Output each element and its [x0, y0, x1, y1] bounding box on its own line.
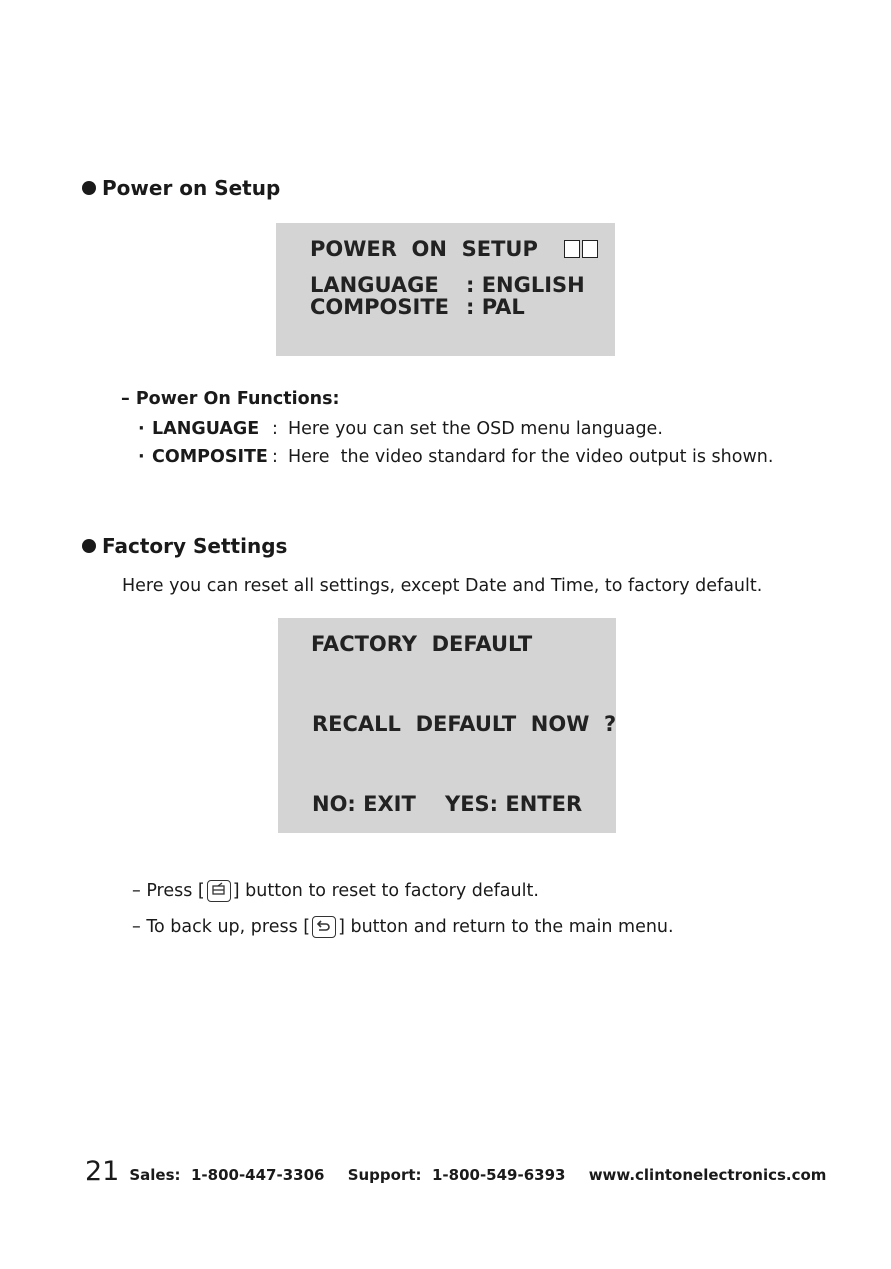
function-key: LANGUAGE: [152, 419, 260, 439]
osd-squares-icon: [562, 240, 598, 258]
bullet-icon: [82, 539, 96, 553]
enter-icon: [207, 880, 231, 902]
function-sep: :: [272, 419, 278, 439]
factory-osd-screen: [278, 618, 616, 833]
instruction-reset: – Press [ ] button to reset to factory default.: [132, 881, 539, 901]
osd-language-value: : ENGLISH: [466, 273, 585, 297]
osd-language-label: LANGUAGE: [310, 273, 439, 297]
function-item-language: · LANGUAGE : Here you can set the OSD menu language.: [138, 419, 663, 439]
factory-intro: Here you can reset all settings, except Date and Time, to factory default.: [122, 576, 763, 596]
osd-title: POWER ON SETUP: [310, 237, 538, 261]
function-item-composite: · COMPOSITE : Here the video standard for the video output is shown.: [138, 447, 774, 467]
instruction-back: – To back up, press [ ] button and return to the main menu.: [132, 917, 674, 937]
page-number: 21: [85, 1156, 120, 1187]
function-desc: Here you can set the OSD menu language.: [288, 419, 663, 439]
bullet-icon: [82, 181, 96, 195]
functions-title: – Power On Functions:: [121, 389, 340, 409]
osd-yes-enter: YES: ENTER: [445, 792, 583, 816]
website-link[interactable]: www.clintonelectronics.com: [588, 1166, 827, 1184]
osd-recall-question: RECALL DEFAULT NOW ?: [312, 712, 617, 736]
support-phone: Support: 1-800-549-6393: [347, 1166, 566, 1184]
osd-factory-title: FACTORY DEFAULT: [311, 632, 533, 656]
function-sep: :: [272, 447, 278, 467]
osd-no-exit: NO: EXIT: [312, 792, 416, 816]
function-key: COMPOSITE: [152, 447, 268, 467]
page-footer: [85, 1156, 826, 1187]
sales-phone: Sales: 1-800-447-3306: [129, 1166, 325, 1184]
osd-composite-value: : PAL: [466, 295, 525, 319]
power-on-osd-screen: [276, 223, 615, 356]
return-icon: [312, 916, 336, 938]
osd-composite-label: COMPOSITE: [310, 295, 450, 319]
factory-heading: [82, 534, 287, 558]
factory-heading-text: Factory Settings: [102, 534, 288, 558]
power-on-heading: [82, 176, 280, 200]
function-desc: Here the video standard for the video output is shown.: [288, 447, 774, 467]
footer-contact: [129, 1166, 826, 1184]
power-on-heading-text: Power on Setup: [102, 176, 281, 200]
